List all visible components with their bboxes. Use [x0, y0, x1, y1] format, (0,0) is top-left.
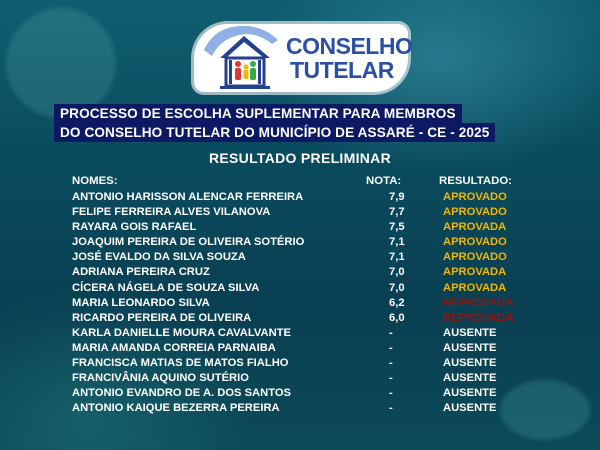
candidate-grade: 7,1	[389, 251, 405, 264]
candidate-status: AUSENTE	[443, 372, 497, 385]
candidate-name: FELIPE FERREIRA ALVES VILANOVA	[72, 206, 271, 219]
table-row	[0, 386, 600, 401]
table-row	[0, 311, 600, 326]
candidate-name: CÍCERA NÁGELA DE SOUZA SILVA	[72, 281, 260, 294]
candidate-grade: 7,7	[389, 206, 405, 219]
candidate-status: AUSENTE	[443, 326, 497, 339]
candidate-status: APROVADA	[443, 281, 507, 294]
headline-line-2: DO CONSELHO TUTELAR DO MUNICÍPIO DE ASSARÉ - CE - 2025	[54, 123, 495, 142]
candidate-name: JOAQUIM PEREIRA DE OLIVEIRA SOTÉRIO	[72, 236, 305, 249]
candidate-grade: 7,0	[389, 266, 405, 279]
candidate-status: AUSENTE	[443, 387, 497, 400]
table-row	[0, 220, 600, 235]
candidate-grade: -	[389, 341, 393, 354]
table-row	[0, 326, 600, 341]
candidate-name: KARLA DANIELLE MOURA CAVALVANTE	[72, 326, 291, 339]
candidate-name: MARIA LEONARDO SILVA	[72, 296, 210, 309]
logo-wordmark	[286, 34, 412, 82]
column-header-grade: NOTA:	[366, 175, 402, 187]
candidate-status: REPROVADA	[443, 311, 514, 324]
candidate-grade: -	[389, 357, 393, 370]
candidate-name: JOSÉ EVALDO DA SILVA SOUZA	[72, 251, 246, 264]
table-row	[0, 250, 600, 265]
candidate-status: AUSENTE	[443, 402, 497, 415]
candidate-name: ADRIANA PEREIRA CRUZ	[72, 266, 210, 279]
candidate-name: ANTONIO HARISSON ALENCAR FERREIRA	[72, 191, 304, 203]
candidate-name: FRANCISCA MATIAS DE MATOS FIALHO	[72, 357, 289, 370]
candidate-name: RAYARA GOIS RAFAEL	[72, 221, 197, 234]
table-row	[0, 235, 600, 250]
candidate-name: MARIA AMANDA CORREIA PARNAIBA	[72, 341, 276, 354]
table-row	[0, 401, 600, 416]
candidate-status: AUSENTE	[443, 341, 497, 354]
conselho-tutelar-logo	[194, 24, 413, 92]
candidate-name: FRANCIVÂNIA AQUINO SUTÉRIO	[72, 372, 249, 385]
candidate-name: ANTONIO KAIQUE BEZERRA PEREIRA	[72, 402, 280, 415]
candidate-status: REPROVADA	[443, 296, 514, 309]
logo-line-2: TUTELAR	[290, 57, 394, 83]
table-row	[0, 341, 600, 356]
table-row	[0, 265, 600, 280]
candidate-status: AUSENTE	[443, 357, 497, 370]
logo-line-1: CONSELHO	[286, 33, 413, 59]
column-header-names: NOMES:	[72, 175, 118, 187]
candidate-grade: 6,0	[389, 311, 405, 324]
candidate-grade: -	[389, 372, 393, 385]
candidate-status: APROVADO	[443, 191, 507, 203]
candidate-grade: -	[389, 326, 393, 339]
candidate-status: APROVADO	[443, 206, 507, 219]
candidate-status: APROVADA	[443, 221, 507, 234]
results-table	[0, 190, 600, 416]
candidate-grade: 7,1	[389, 236, 405, 249]
table-row	[0, 356, 600, 371]
page-subtitle: RESULTADO PRELIMINAR	[208, 150, 392, 166]
candidate-grade: 7,9	[389, 191, 405, 203]
candidate-name: RICARDO PEREIRA DE OLIVEIRA	[72, 311, 252, 324]
candidate-grade: -	[389, 402, 393, 415]
column-header-result: RESULTADO:	[439, 175, 512, 187]
candidate-status: APROVADO	[443, 236, 507, 249]
table-row	[0, 296, 600, 311]
candidate-grade: 7,0	[389, 281, 405, 294]
table-row	[0, 371, 600, 386]
candidate-name: ANTONIO EVANDRO DE A. DOS SANTOS	[72, 387, 292, 400]
candidate-status: APROVADO	[443, 251, 507, 264]
candidate-grade: -	[389, 387, 393, 400]
table-row	[0, 281, 600, 296]
candidate-grade: 6,2	[389, 296, 405, 309]
background-glow	[6, 8, 116, 118]
table-row	[0, 205, 600, 220]
family-house-icon	[196, 14, 286, 98]
candidate-grade: 7,5	[389, 221, 405, 234]
table-row	[0, 190, 600, 205]
headline-line-1: PROCESSO DE ESCOLHA SUPLEMENTAR PARA MEMBROS	[54, 104, 462, 123]
candidate-status: APROVADA	[443, 266, 507, 279]
